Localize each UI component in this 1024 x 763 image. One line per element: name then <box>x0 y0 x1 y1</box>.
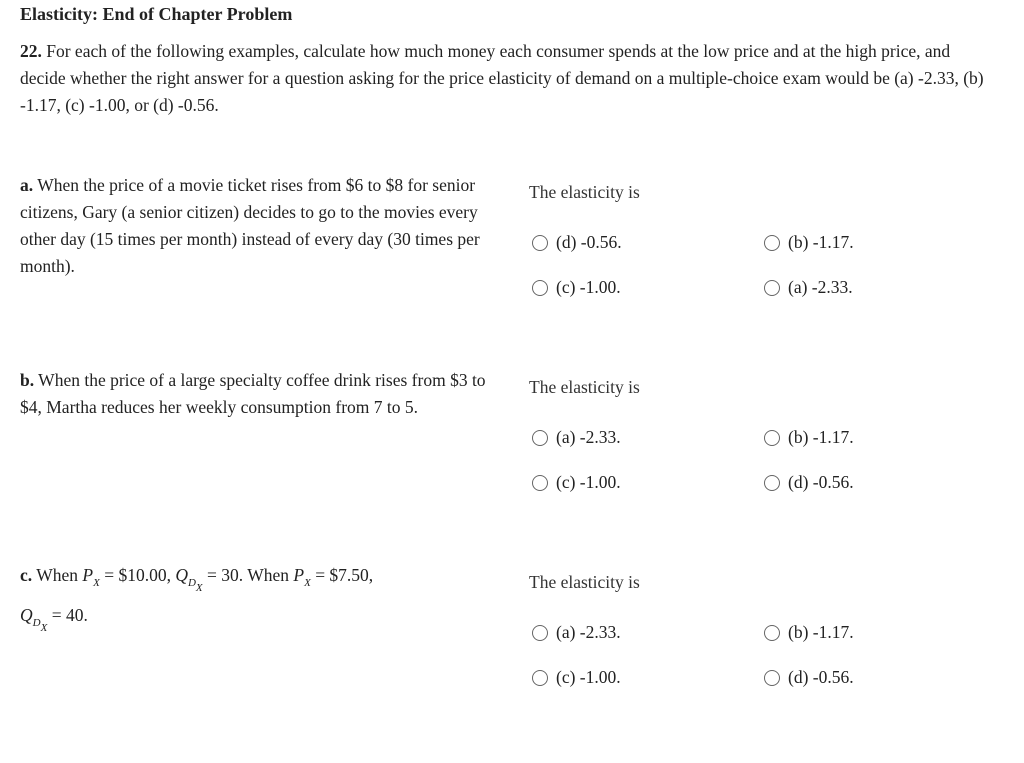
part-b-option-1[interactable] <box>532 427 621 448</box>
page-title: Elasticity: End of Chapter Problem <box>20 4 293 24</box>
option-label: (c) -1.00. <box>556 277 621 297</box>
part-a-letter: a. <box>20 175 34 195</box>
problem-number: 22. <box>20 41 42 61</box>
part-a-question <box>20 172 500 280</box>
radio-button[interactable] <box>532 235 548 251</box>
part-c-question: c. When $P_X$ = $10.00, $Q_{D_X} = 30$. When $P_X$ = $7.50, $Q_{D_X} = 40$. <box>20 565 374 634</box>
option-label: (a) -2.33. <box>556 622 621 642</box>
option-label: (b) -1.17. <box>788 622 854 642</box>
radio-button[interactable] <box>764 430 780 446</box>
option-label: (b) -1.17. <box>788 427 854 447</box>
option-label: (d) -0.56. <box>556 232 622 252</box>
radio-button[interactable] <box>764 475 780 491</box>
part-c-option-4[interactable] <box>764 667 854 688</box>
part-b-option-2[interactable] <box>764 427 854 448</box>
part-b-elasticity-label: The elasticity is <box>529 377 640 397</box>
radio-button[interactable] <box>764 280 780 296</box>
part-a-option-3[interactable] <box>532 277 621 298</box>
radio-button[interactable] <box>764 670 780 686</box>
option-label: (c) -1.00. <box>556 472 621 492</box>
part-a-text: When the price of a movie ticket rises from $6 to $8 for senior citizens, Gary (a senior citizen) decides to go to the movies every other day (15 times per month) instead of every day (30 times per month). <box>20 175 480 276</box>
option-label: (c) -1.00. <box>556 667 621 687</box>
part-a-option-2[interactable] <box>764 232 854 253</box>
problem-intro-text: For each of the following examples, calculate how much money each consumer spends at the low price and at the high price, and decide whether the right answer for a question asking for the price elasticity of demand on a multiple-choice exam would be (a) -2.33, (b) -1.17, (c) -1.00, or (d) -0.56. <box>20 41 984 115</box>
radio-button[interactable] <box>764 235 780 251</box>
radio-button[interactable] <box>532 670 548 686</box>
radio-button[interactable] <box>532 430 548 446</box>
option-label: (a) -2.33. <box>788 277 853 297</box>
part-c-letter: c. <box>20 565 33 585</box>
problem-intro <box>20 38 995 119</box>
part-c-option-1[interactable] <box>532 622 621 643</box>
part-b-option-4[interactable] <box>764 472 854 493</box>
option-label: (d) -0.56. <box>788 472 854 492</box>
part-c-option-3[interactable] <box>532 667 621 688</box>
radio-button[interactable] <box>532 625 548 641</box>
part-b-option-3[interactable] <box>532 472 621 493</box>
part-a-option-1[interactable] <box>532 232 622 253</box>
option-label: (a) -2.33. <box>556 427 621 447</box>
radio-button[interactable] <box>532 475 548 491</box>
part-a-elasticity-label: The elasticity is <box>529 182 640 202</box>
part-c-elasticity-label: The elasticity is <box>529 572 640 592</box>
part-b-text: When the price of a large specialty coffee drink rises from $3 to $4, Martha reduces her weekly consumption from 7 to 5. <box>20 370 486 417</box>
part-b-question <box>20 367 500 421</box>
radio-button[interactable] <box>532 280 548 296</box>
option-label: (d) -0.56. <box>788 667 854 687</box>
part-a-option-4[interactable] <box>764 277 853 298</box>
part-b-letter: b. <box>20 370 35 390</box>
part-c-option-2[interactable] <box>764 622 854 643</box>
radio-button[interactable] <box>764 625 780 641</box>
option-label: (b) -1.17. <box>788 232 854 252</box>
